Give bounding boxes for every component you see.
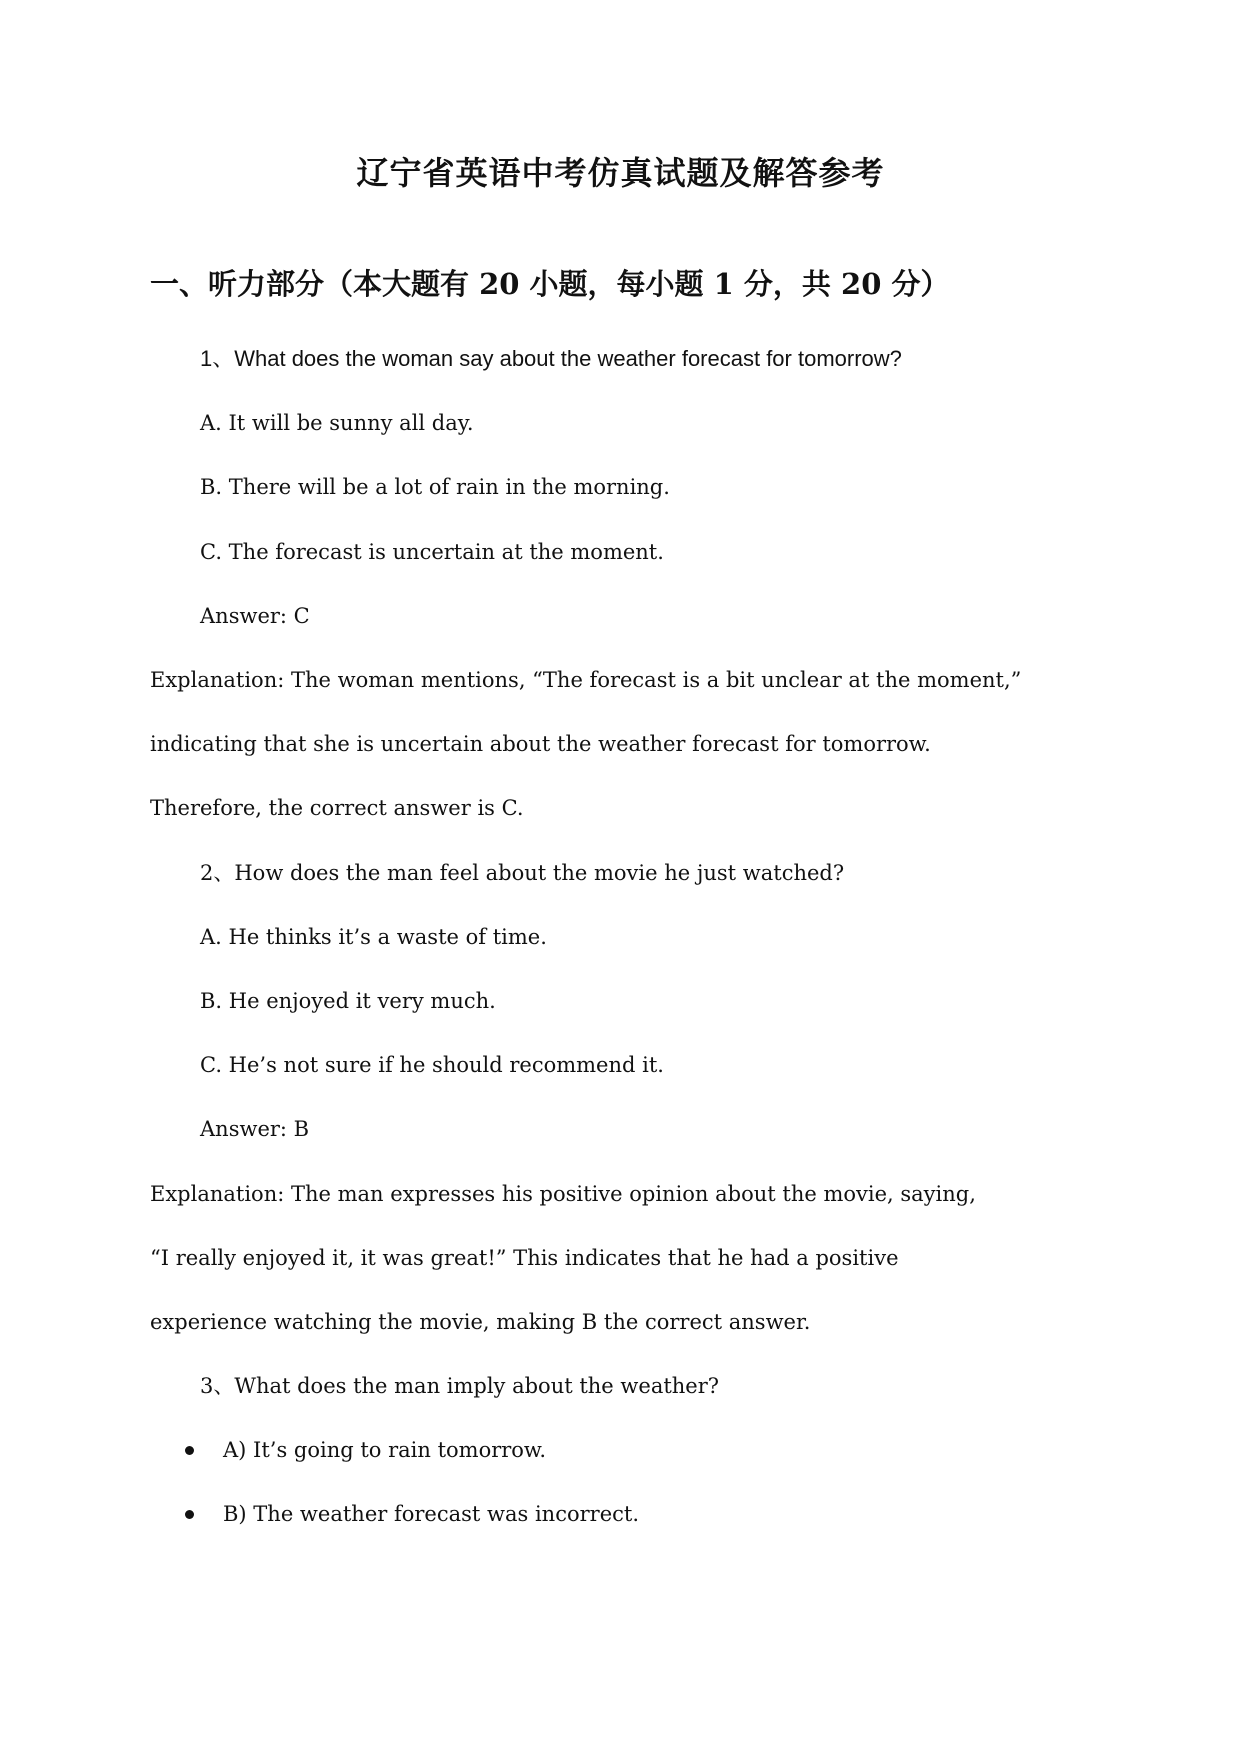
q2-explanation-line: Explanation: The man expresses his positive opinion about the movie, saying, xyxy=(150,1182,976,1206)
question-3: 3、What does the man imply about the weather? xyxy=(200,1374,720,1398)
q2-answer: Answer: B xyxy=(200,1117,310,1141)
q2-option-a: A. He thinks it’s a waste of time. xyxy=(200,925,547,949)
bullet-icon xyxy=(185,1510,194,1519)
q1-option-b: B. There will be a lot of rain in the morning. xyxy=(200,475,670,499)
q1-option-a: A. It will be sunny all day. xyxy=(200,411,474,435)
q1-option-c: C. The forecast is uncertain at the moment. xyxy=(200,540,664,564)
question-2: 2、How does the man feel about the movie he just watched? xyxy=(200,861,845,885)
q2-option-c: C. He’s not sure if he should recommend it. xyxy=(200,1053,664,1077)
q3-option-a: A) It’s going to rain tomorrow. xyxy=(223,1438,547,1462)
q3-option-b: B) The weather forecast was incorrect. xyxy=(223,1502,639,1526)
document-title: 辽宁省英语中考仿真试题及解答参考 xyxy=(356,154,885,192)
bullet-icon xyxy=(185,1446,194,1455)
q1-explanation-line: Therefore, the correct answer is C. xyxy=(150,796,524,820)
section-heading: 一、听力部分（本大题有 20 小题，每小题 1 分，共 20 分） xyxy=(150,267,950,301)
q2-explanation-line: experience watching the movie, making B the correct answer. xyxy=(150,1310,811,1334)
q1-explanation-line: Explanation: The woman mentions, “The forecast is a bit unclear at the moment,” xyxy=(150,668,1022,692)
q2-explanation-line: “I really enjoyed it, it was great!” This indicates that he had a positive xyxy=(150,1246,899,1270)
q1-answer: Answer: C xyxy=(200,604,310,628)
q2-option-b: B. He enjoyed it very much. xyxy=(200,989,496,1013)
question-1: 1、What does the woman say about the weather forecast for tomorrow? xyxy=(200,346,902,371)
q1-explanation-line: indicating that she is uncertain about the weather forecast for tomorrow. xyxy=(150,732,931,756)
